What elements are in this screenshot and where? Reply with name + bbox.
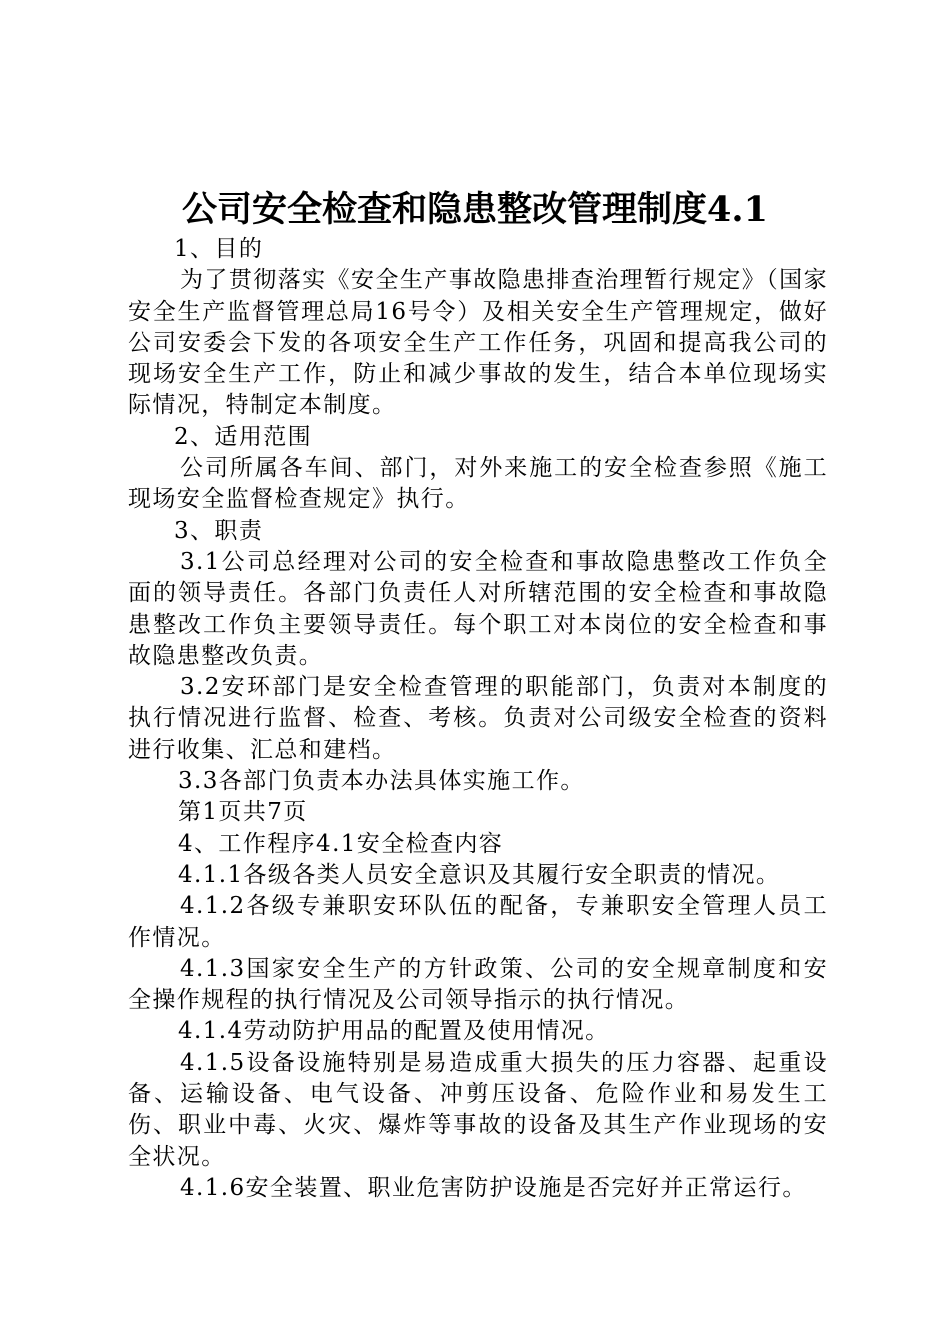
paragraph-4-1-2: 4.1.2各级专兼职安环队伍的配备，专兼职安全管理人员工作情况。	[128, 893, 828, 951]
paragraph-4-1-4: 4.1.4劳动防护用品的配置及使用情况。	[178, 1018, 610, 1045]
section-heading-purpose: 1、目的	[174, 236, 264, 262]
paragraph-4-1-3: 4.1.3国家安全生产的方针政策、公司的安全规章制度和安全操作规程的执行情况及公司领导指示的执行情况。	[128, 955, 828, 1014]
paragraph-duty-3-3: 3.3各部门负责本办法具体实施工作。	[178, 768, 585, 795]
document-body	[128, 234, 828, 1204]
section-heading-duties: 3、职责	[174, 517, 264, 544]
page-number-label: 第1页共7页	[178, 799, 308, 826]
paragraph-4-1-6: 4.1.6安全装置、职业危害防护设施是否完好并正常运行。	[180, 1174, 807, 1201]
paragraph-4-1-1: 4.1.1各级各类人员安全意识及其履行安全职责的情况。	[178, 861, 781, 888]
paragraph-scope: 公司所属各车间、部门，对外来施工的安全检查参照《施工现场安全监督检查规定》执行。	[128, 455, 828, 513]
paragraph-duty-3-1: 3.1公司总经理对公司的安全检查和事故隐患整改工作负全面的领导责任。各部门负责任人对所辖范围的安全检查和事故隐患整改工作负主要领导责任。每个职工对本岗位的安全检查和事故隐患整改负责。	[128, 548, 828, 669]
document-title: 公司安全检查和隐患整改管理制度4.1	[182, 189, 768, 230]
section-heading-procedure: 4、工作程序4.1安全检查内容	[178, 830, 504, 857]
section-heading-scope: 2、适用范围	[174, 423, 313, 450]
paragraph-purpose: 为了贯彻落实《安全生产事故隐患排查治理暂行规定》（国家安全生产监督管理总局16号令）及相关安全生产管理规定，做好公司安委会下发的各项安全生产工作任务，巩固和提高我公司的现场安全生产工作，防止和减少事故的发生，结合本单位现场实际情况，特制定本制度。	[128, 267, 828, 419]
paragraph-duty-3-2: 3.2安环部门是安全检查管理的职能部门，负责对本制度的执行情况进行监督、检查、考核。负责对公司级安全检查的资料进行收集、汇总和建档。	[128, 674, 828, 763]
paragraph-4-1-5: 4.1.5设备设施特别是易造成重大损失的压力容器、起重设备、运输设备、电气设备、冲剪压设备、危险作业和易发生工伤、职业中毒、火灾、爆炸等事故的设备及其生产作业现场的安全状况。	[128, 1049, 828, 1170]
